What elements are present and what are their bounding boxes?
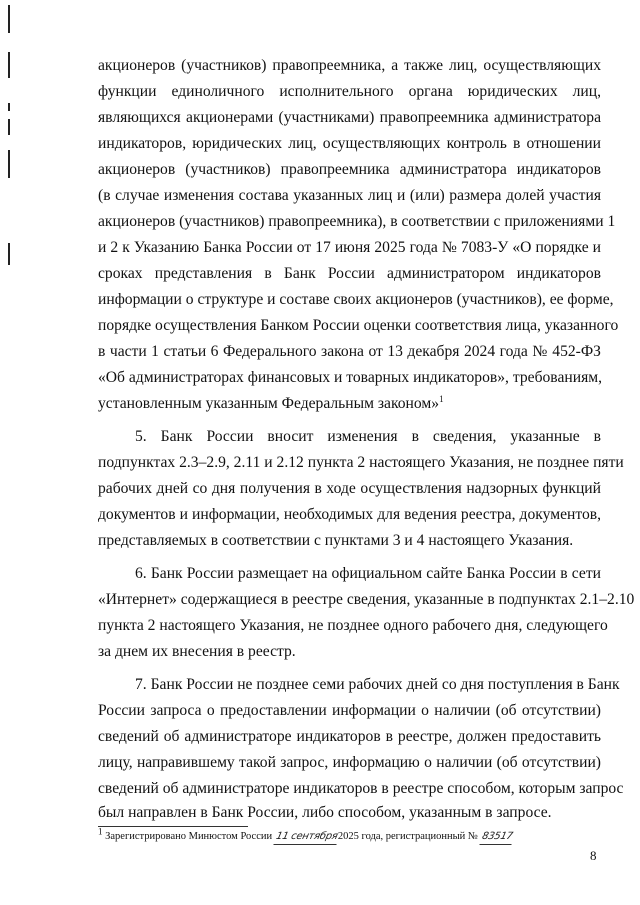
handwritten-registration-number: 83517 xyxy=(479,830,515,845)
text-line: «Об администраторах финансовых и товарных индикаторов», требованиям, xyxy=(98,369,603,386)
footnote-marker: 1 xyxy=(98,826,103,837)
text-line: сведений об администраторе индикаторов в реестре способом, которым запрос xyxy=(98,780,624,797)
text-line: «Интернет» содержащиеся в реестре сведения, указанные в подпунктах 2.1–2.10 xyxy=(98,591,635,608)
margin-mark xyxy=(8,243,10,265)
text-line: лицу, направившему такой запрос, информацию о наличии (об отсутствии) xyxy=(98,754,601,771)
handwritten-date: 11 сентября xyxy=(273,830,339,845)
footnote-reference: 1 xyxy=(439,393,444,404)
margin-mark xyxy=(8,150,10,178)
text-line: информации о структуре и составе своих акционеров (участников), ее форме, xyxy=(98,291,614,308)
text-line: рабочих дней со дня получения в ходе осуществления надзорных функций xyxy=(98,480,601,497)
text-line: был направлен в Банк России, либо способом, указанным в запросе. xyxy=(98,804,552,821)
text-line: индикаторов, юридических лиц, осуществляющих контроль в отношении xyxy=(98,135,601,152)
text-line: 7. Банк России не позднее семи рабочих дней со дня поступления в Банк xyxy=(135,676,620,693)
page-number: 8 xyxy=(590,848,597,863)
text-line: России запроса о предоставлении информации о наличии (об отсутствии) xyxy=(98,702,601,719)
text-line: подпунктах 2.3–2.9, 2.11 и 2.12 пункта 2 настоящего Указания, не позднее пяти xyxy=(98,454,624,471)
text-line: и 2 к Указанию Банка России от 17 июня 2025 года № 7083-У «О порядке и xyxy=(98,239,601,256)
text-line: представляемых в соответствии с пунктами 3 и 4 настоящего Указания. xyxy=(98,532,574,549)
footnote-separator xyxy=(98,826,248,827)
text-line: порядке осуществления Банком России оценки соответствия лица, указанного xyxy=(98,317,619,334)
text-line-last xyxy=(98,394,601,414)
text-line: за днем их внесения в реестр. xyxy=(98,643,296,660)
text-line: в части 1 статьи 6 Федерального закона от 13 декабря 2024 года № 452-ФЗ xyxy=(98,343,601,360)
text-line: (в случае изменения состава указанных лиц и (или) размера долей участия xyxy=(98,187,601,204)
text-line: являющихся акционерами (участниками) правопреемника администратора xyxy=(98,109,601,126)
footnote xyxy=(98,826,601,845)
margin-mark xyxy=(8,119,10,135)
footnote-text: 2025 года, регистрационный № xyxy=(337,831,478,842)
text-line: 6. Банк России размещает на официальном сайте Банка России в сети xyxy=(135,565,601,582)
text-line: акционеров (участников) правопреемника, а также лиц, осуществляющих xyxy=(98,57,601,74)
text-line: 5. Банк России вносит изменения в сведения, указанные в xyxy=(135,428,601,445)
text-line: акционеров (участников) правопреемника), в соответствии с приложениями 1 xyxy=(98,213,616,230)
text-line: сведений об администраторе индикаторов в реестре, должен предоставить xyxy=(98,728,601,745)
text-line: пункта 2 настоящего Указания, не позднее одного рабочего дня, следующего xyxy=(98,617,608,634)
margin-mark xyxy=(8,103,10,111)
text-line: сроках представления в Банк России администратором индикаторов xyxy=(98,265,601,282)
footnote-text: Зарегистрировано Минюстом России xyxy=(105,831,273,842)
margin-mark xyxy=(8,5,10,33)
text-line: акционеров (участников) правопреемника администратора индикаторов xyxy=(98,161,601,178)
text-line: установленным указанным Федеральным законом» xyxy=(98,395,440,412)
text-line: функции единоличного исполнительного органа юридических лиц, xyxy=(98,83,601,100)
text-line: документов и информации, необходимых для ведения реестра, документов, xyxy=(98,506,601,523)
margin-mark xyxy=(8,52,10,78)
